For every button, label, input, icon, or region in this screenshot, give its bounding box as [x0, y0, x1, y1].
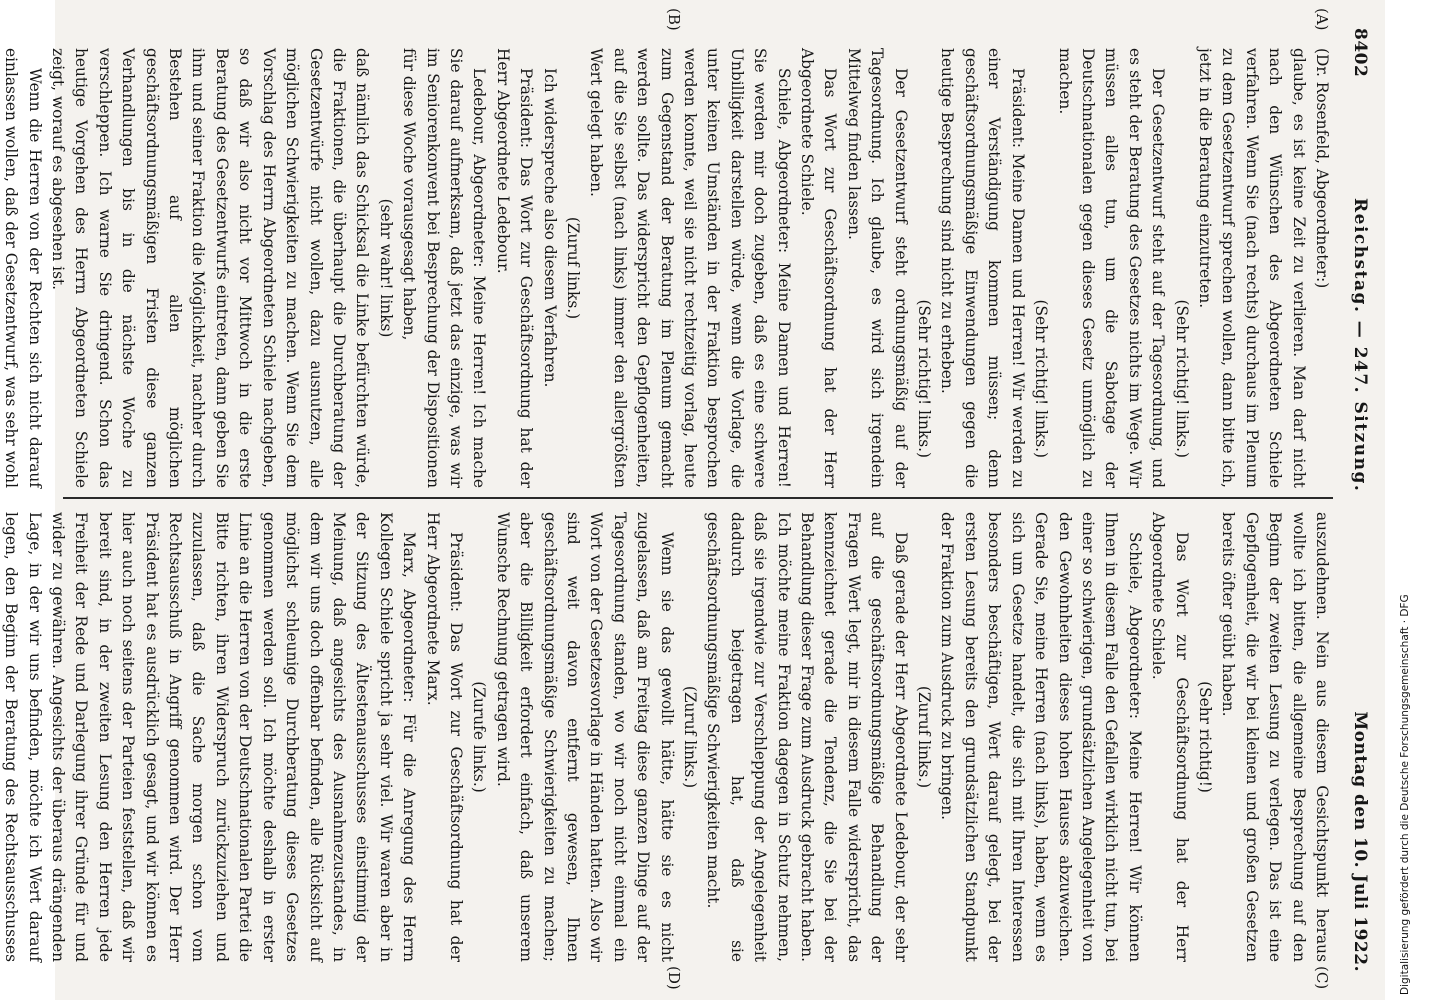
margin-mark-a: (A) [1313, 8, 1331, 31]
left-column-paragraph: (Sehr richtig! links.) [1032, 299, 1051, 458]
right-text-column [2, 512, 1333, 962]
left-column-paragraph: (Sehr richtig! links.) [915, 299, 934, 458]
page-header [1343, 28, 1371, 972]
left-column-paragraph: daß nämlich das Schicksal die Linke befürchten würde, die Fraktionen, die überhaupt die Durchberatung der Gesetzentwürfe nicht wollen, dazu ausnutzen, alle möglichen Schwierigkeiten zu machen. Wenn Sie dem Vorschlag des Herrn Abgeordneten Schiele nachgeben, so daß wir also nicht vor Mittwoch in die erste Beratung des Gesetzentwurfs eintreten, dann geben Sie ihm und seiner Fraktion die Möglichkeit, nachher durch Bestehen auf allen möglichen geschäftsordnungsmäßigen Fristen diese ganzen Verhandlungen bis in die nächste Woche zu verschleppen. Ich warne Sie dringend. Schon das heutige Vorgehen des Herrn Abgeordneten Schiele zeigt, worauf es abgesehen ist. [49, 48, 372, 488]
right-column-paragraph: (Sehr richtig!) [1195, 681, 1214, 793]
right-column-paragraph: Marx, Abgeordneter: Für die Anregung des Herrn Kollegen Schiele spricht ja sehr viel. Wir waren aber in der Sitzung des Ältestenausschusses einstimmig der Meinung, daß angesichts des Ausnahmezustandes, in dem wir uns doch offenbar befinden, alle Rücksicht auf möglichst schleunige Durchberatung dieses Gesetzes genommen werden soll. Ich möchte deshalb in erster Linie an die Herren von der Deutschnationalen Partei die Bitte richten, ihren Widerspruch zurückzuziehen und zuzulassen, daß die Sache morgen schon vom Rechtsausschuß in Angriff genommen wird. Der Herr Präsident hat es ausdrücklich gesagt, und wir können es hier auch noch seitens der Parteien feststellen, daß wir bereit sind, in der zweiten Lesung den Herren jede Freiheit der Rede und Darlegung ihrer Gründe für und wider zu gewähren. Angesichts der überaus drängenden Lage, in der wir uns befinden, möchte ich Wert darauf legen, den Beginn der Beratung des Rechtsausschusses [2, 512, 419, 962]
right-column-paragraph: (Zuruf links.) [681, 685, 700, 789]
page-number: 8402 [1350, 28, 1370, 78]
right-column-paragraph: Schiele, Abgeordneter: Meine Herren! Wir können Ihnen in diesem Falle den Gefallen wirklich nicht tun, bei einer so schwierigen, grundsätzlichen Angelegenheit von den Gewohnheiten dieses hohen Hauses abzuweichen. Gerade Sie, meine Herren (nach links), haben, wenn es sich um Gesetze handelt, die sich mit Ihren Interessen besonders beschäftigen, Wert darauf gelegt, bei der ersten Lesung bereits den grundsätzlichen Standpunkt der Fraktion zum Ausdruck zu bringen. [938, 512, 1144, 962]
margin-mark-d: (D) [665, 966, 683, 990]
left-column-paragraph: (Dr. Rosenfeld, Abgeordneter:) [1313, 48, 1331, 289]
left-text-column [2, 48, 1333, 488]
left-column-paragraph: Das Wort zur Geschäftsordnung hat der Herr Abgeordnete Schiele. [798, 48, 840, 488]
left-column-paragraph: (Sehr richtig! links.) [1172, 299, 1191, 458]
left-column-paragraph: Ledebour, Abgeordneter: Meine Herren! Ich mache Sie darauf aufmerksam, daß jetzt das einzige, was wir im Seniorenkonvent bei Besprechung der Dispositionen für diese Woche vorausgesagt haben, [400, 48, 489, 488]
left-column-paragraph: Wenn die Herren von der Rechten sich nicht darauf einlassen wollen, daß der Gesetzentwurf, was sehr wohl [2, 48, 44, 488]
right-column-paragraph: (Zurufe links.) [470, 681, 489, 793]
right-column-paragraph: Das Wort zur Geschäftsordnung hat der Herr Abgeordnete Schiele. [1149, 512, 1191, 962]
rotated-newspaper-page [2, 0, 1385, 1000]
left-column-paragraph: Der Gesetzentwurf steht ordnungsmäßig auf der Tagesordnung. Ich glaube, es wird sich irgendein Mittelweg finden lassen. [844, 48, 910, 488]
right-column-paragraph: auszudehnen. Nein aus diesem Gesichtspunkt heraus wollte ich bitten, die allgemeine Besprechung auf den Beginn der zweiten Lesung zu verlegen. Das ist eine Gepflogenheit, die wir bei kleinen und großen Gesetzen bereits öfter geübt haben. [1219, 512, 1331, 962]
left-column-paragraph: glaube, es ist keine Zeit zu verlieren. Man darf nicht nach den Wünschen des Abgeordneten Schiele verfahren. Wenn Sie (nach rechts) durchaus im Plenum zu dem Gesetzentwurf sprechen wollen, dann bitte ich, jetzt in die Beratung einzutreten. [1195, 48, 1308, 488]
dfg-footer-vertical [1399, 594, 1411, 995]
session-date: Montag den 10. Juli 1922. [1350, 711, 1370, 972]
right-column-paragraph: Wenn sie das gewollt hätte, hätte sie es nicht zugelassen, daß am Freitag diese ganzen Dinge auf der Tagesordnung standen, wo wir noch nicht einmal ein Wort von der Gesetzesvorlage in Händen hatten. Also wir sind weit davon entfernt gewesen, Ihnen geschäftsordnungsmäßige Schwierigkeiten zu machen; aber die Billigkeit erfordert einfach, daß unserem Wunsche Rechnung getragen wird. [493, 512, 676, 962]
column-divider [63, 497, 1333, 499]
left-column-paragraph: (sehr wahr! links) [376, 198, 395, 338]
left-column-paragraph: Schiele, Abgeordneter: Meine Damen und Herren! Sie werden mir doch zugeben, daß es eine schwere Unbilligkeit darstellen würde, wenn die Vorlage, die unter keinen Umständen in der Fraktion besprochen werden konnte, weil sie nicht rechtzeitig vorlag, heute zum Gegenstand der Beratung im Plenum gemacht werden sollte. Das widerspricht den Gepflogenheiten, auf die Sie selbst (nach links) immer den allergrößten Wert gelegt haben. [587, 48, 793, 488]
left-column-paragraph: Präsident: Das Wort zur Geschäftsordnung hat der Herr Abgeordnete Ledebour. [493, 48, 536, 488]
right-column-paragraph: (Zuruf links.) [915, 685, 934, 789]
left-column-paragraph: Ich widerspreche also diesem Verfahren. [540, 68, 559, 388]
margin-mark-b: (B) [665, 8, 683, 31]
right-column-paragraph: Daß gerade der Herr Abgeordnete Ledebour, der sehr auf die geschäftsordnungsmäßige Behandlung der Fragen Wert legt, mir in diesem Falle widerspricht, das kennzeichnet gerade die Tendenz, die Sie bei der Behandlung dieser Frage zum Ausdruck gebracht haben. Ich möchte meine Fraktion dagegen in Schutz nehmen, daß sie irgendwie zur Verschleppung der Angelegenheit dadurch beigetragen hat, daß sie geschäftsordnungsmäßige Schwierigkeiten macht. [704, 512, 910, 962]
margin-mark-c: (C) [1313, 966, 1331, 990]
left-column-paragraph: Der Gesetzentwurf steht auf der Tagesordnung, und es steht der Beratung des Gesetzes nichts im Wege. Wir müssen alles tun, um die Sabotage der Deutschnationalen gegen dieses Gesetz unmöglich zu machen. [1055, 48, 1168, 488]
session-title: Reichstag. — 247. Sitzung. [1350, 198, 1370, 493]
footer-text: Digitalisierung gefördert durch die Deutsche Forschungsgemeinschaft · DFG [1399, 594, 1411, 995]
right-column-paragraph: Präsident: Das Wort zur Geschäftsordnung hat der Herr Abgeordnete Marx. [423, 512, 465, 962]
left-column-paragraph: Präsident: Meine Damen und Herren! Wir werden zu einer Verständigung kommen müssen; denn geschäftsordnungsmäßige Einwendungen gegen die heutige Besprechung sind nicht zu erheben. [938, 48, 1027, 488]
left-column-paragraph: (Zuruf links.) [564, 216, 582, 320]
